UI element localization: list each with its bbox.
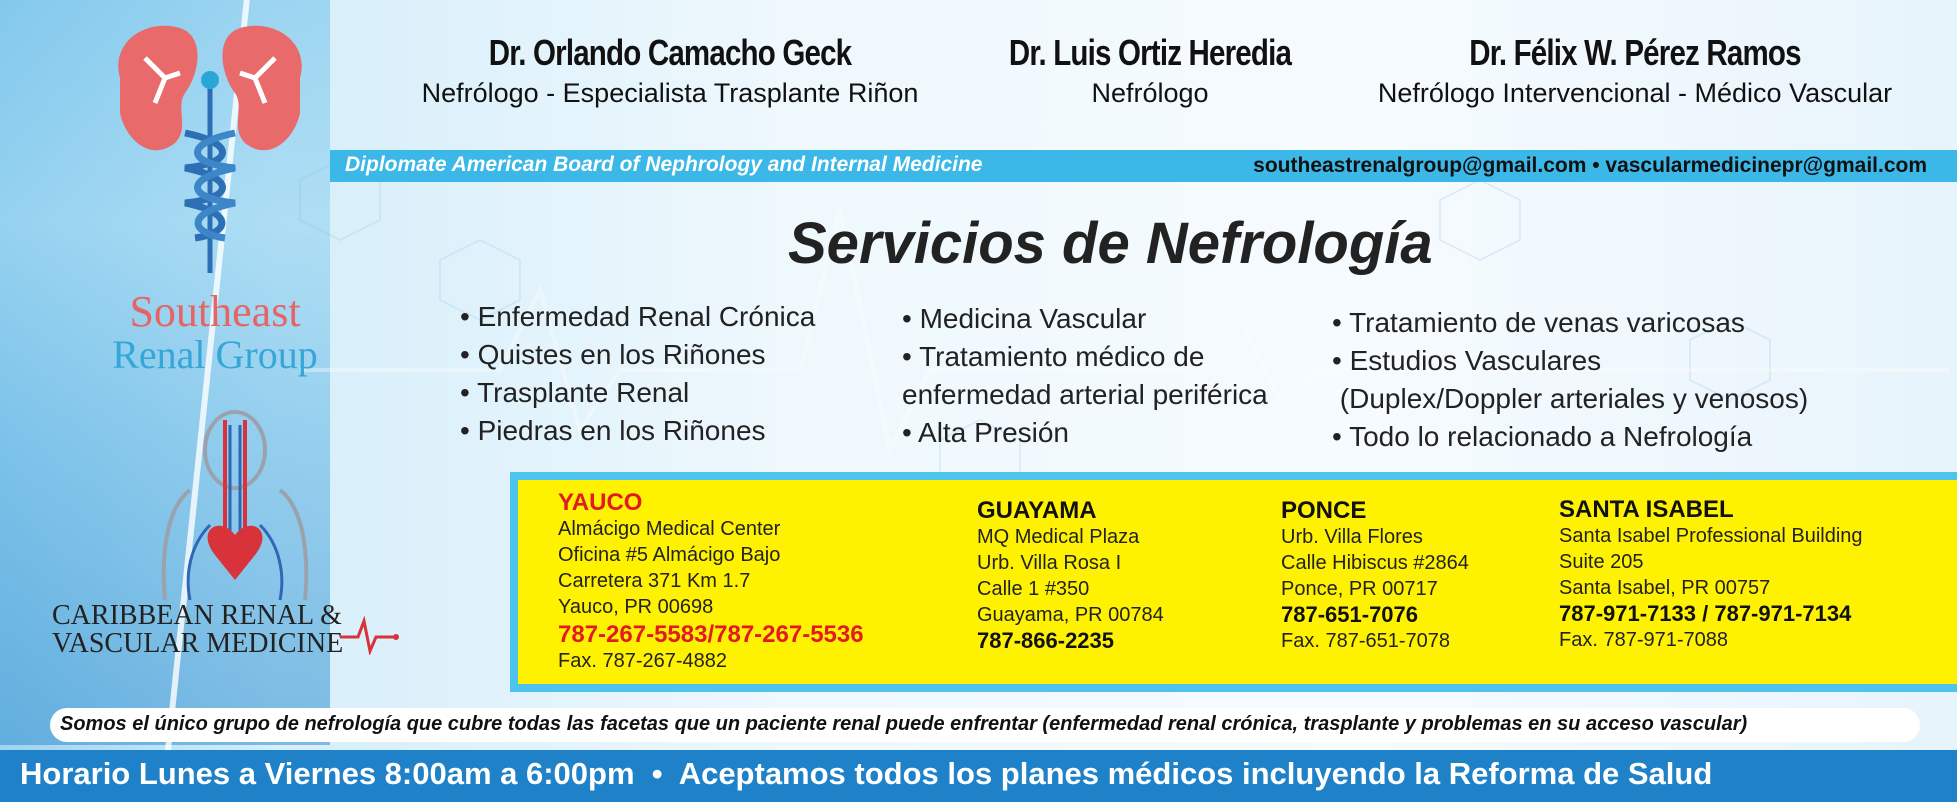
service-item: • Trasplante Renal	[460, 377, 690, 408]
location-city: YAUCO	[558, 489, 643, 516]
address-line: Oficina #5 Almácigo Bajo	[558, 544, 781, 566]
kidney-caduceus-logo-icon	[105, 18, 315, 280]
hours-and-plans-text: Horario Lunes a Viernes 8:00am a 6:00pm • Aceptamos todos los planes médicos incluyendo la Reforma de Salud	[20, 756, 1713, 791]
diplomate-text: Diplomate American Board of Nephrology and Internal Medicine	[345, 153, 983, 176]
doctor-title: Nefrólogo	[1091, 78, 1209, 108]
service-item: (Duplex/Doppler arteriales y venosos)	[1332, 383, 1809, 414]
fax-number: Fax. 787-651-7078	[1281, 630, 1451, 652]
tagline-text: Somos el único grupo de nefrología que cubre todas las facetas que un paciente renal puede enfrentar (enfermedad renal crónica, trasplante y problemas en su acceso vascular)	[60, 713, 1748, 735]
address-line: Carretera 371 Km 1.7	[558, 570, 751, 592]
location-yauco	[558, 490, 864, 674]
vascular-body-heart-icon	[150, 405, 320, 605]
services-column-3	[1332, 304, 1808, 456]
services-column-1	[460, 298, 815, 450]
phone-number: 787-866-2235	[977, 628, 1115, 653]
address-line: Calle Hibiscus #2864	[1281, 552, 1469, 574]
services-title: Servicios de Nefrología	[788, 211, 1433, 276]
address-line: Ponce, PR 00717	[1281, 578, 1438, 600]
service-item: • Tratamiento de venas varicosas	[1332, 307, 1745, 338]
address-line: Guayama, PR 00784	[977, 604, 1164, 626]
address-line: Urb. Villa Flores	[1281, 526, 1423, 548]
doctor-name: Dr. Félix W. Pérez Ramos	[1469, 32, 1801, 73]
logo-southeast-text: Southeast	[129, 287, 301, 336]
doctor-name: Dr. Orlando Camacho Geck	[488, 32, 852, 73]
address-line: Suite 205	[1559, 551, 1644, 573]
location-guayama	[977, 498, 1164, 654]
address-line: Almácigo Medical Center	[558, 518, 781, 540]
location-santa-isabel	[1559, 497, 1863, 653]
service-item: • Todo lo relacionado a Nefrología	[1332, 421, 1753, 452]
doctor-camacho	[370, 32, 970, 109]
doctor-title: Nefrólogo Intervencional - Médico Vascular	[1377, 78, 1893, 108]
doctor-name: Dr. Luis Ortiz Heredia	[1008, 32, 1292, 73]
location-city: SANTA ISABEL	[1559, 496, 1734, 523]
address-line: Calle 1 #350	[977, 578, 1090, 600]
location-city: PONCE	[1281, 497, 1367, 524]
address-line: Santa Isabel Professional Building	[1559, 525, 1863, 547]
service-item: • Estudios Vasculares	[1332, 345, 1602, 376]
doctor-title: Nefrólogo - Especialista Trasplante Riñon	[421, 78, 919, 108]
service-item: • Alta Presión	[902, 417, 1070, 448]
address-line: Santa Isabel, PR 00757	[1559, 577, 1771, 599]
phone-number: 787-651-7076	[1281, 602, 1419, 627]
logo-renal-group-text: Renal Group	[112, 332, 318, 377]
logo-vascular-medicine-text: VASCULAR MEDICINE	[52, 628, 344, 659]
address-line: MQ Medical Plaza	[977, 526, 1140, 548]
phone-number: 787-971-7133 / 787-971-7134	[1559, 601, 1852, 626]
address-line: Urb. Villa Rosa I	[977, 552, 1122, 574]
service-item: • Enfermedad Renal Crónica	[460, 301, 816, 332]
service-item: • Tratamiento médico de	[902, 341, 1205, 372]
service-item: enfermedad arterial periférica	[902, 379, 1268, 410]
logo-caribbean-text: CARIBBEAN RENAL &	[52, 600, 342, 631]
ecg-pulse-icon	[340, 615, 400, 655]
service-item: • Medicina Vascular	[902, 303, 1147, 334]
caribbean-renal-vascular-logo	[52, 600, 372, 660]
location-city: GUAYAMA	[977, 497, 1097, 524]
fax-number: Fax. 787-267-4882	[558, 650, 728, 672]
service-item: • Quistes en los Riñones	[460, 339, 766, 370]
southeast-renal-group-logo	[70, 286, 360, 378]
phone-number: 787-267-5583/787-267-5536	[558, 621, 864, 648]
doctor-ortiz	[950, 32, 1350, 109]
contact-emails: southeastrenalgroup@gmail.com • vascularmedicinepr@gmail.com	[1253, 154, 1927, 177]
service-item: • Piedras en los Riñones	[460, 415, 766, 446]
doctor-perez	[1330, 32, 1940, 109]
services-column-2	[902, 300, 1268, 452]
address-line: Yauco, PR 00698	[558, 596, 714, 618]
fax-number: Fax. 787-971-7088	[1559, 629, 1729, 651]
location-ponce	[1281, 498, 1469, 654]
